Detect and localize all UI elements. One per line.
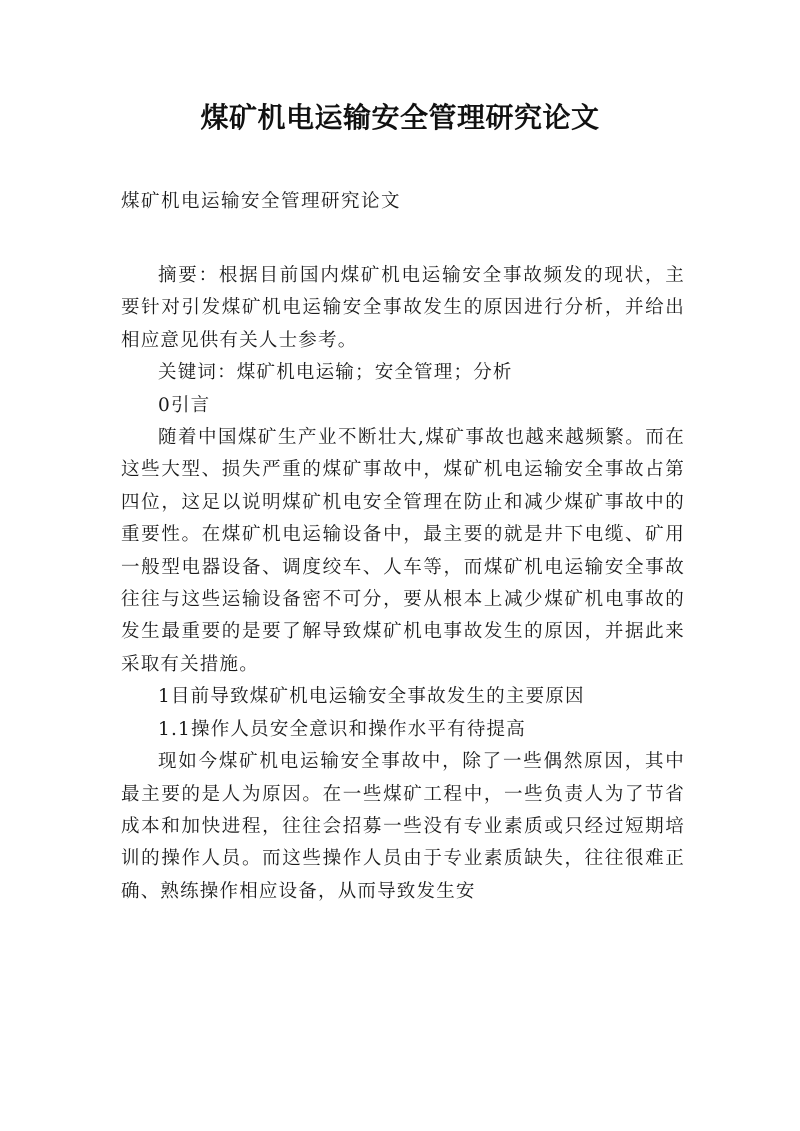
document-subtitle: 煤矿机电运输安全管理研究论文 — [121, 191, 402, 212]
section-1-1-paragraph: 现如今煤矿机电运输安全事故中，除了一些偶然原因，其中最主要的是人为原因。在一些煤矿工程中，一些负责人为了节省成本和加快进程，往往会招募一些没有专业素质或只经过短期培训的操作人员。而这些操作人员由于专业素质缺失，往往很难正确、熟练操作相应设备，从而导致发生安 — [121, 751, 685, 902]
section-heading-1: 1目前导致煤矿机电运输安全事故发生的主要原因 — [158, 686, 585, 708]
document-body — [121, 260, 685, 908]
subsection-heading-1-1: 1.1操作人员安全意识和操作水平有待提高 — [158, 718, 526, 740]
document-title: 煤矿机电运输安全管理研究论文 — [200, 101, 600, 134]
abstract-paragraph: 摘要：根据目前国内煤矿机电运输安全事故频发的现状，主要针对引发煤矿机电运输安全事故发生的原因进行分析，并给出相应意见供有关人士参考。 — [121, 265, 685, 351]
keywords-line: 关键词：煤矿机电运输；安全管理；分析 — [158, 362, 513, 384]
section-heading-introduction: 0引言 — [158, 394, 211, 416]
introduction-paragraph: 随着中国煤矿生产业不断壮大,煤矿事故也越来越频繁。而在这些大型、损失严重的煤矿事故中，煤矿机电运输安全事故占第四位，这足以说明煤矿机电安全管理在防止和减少煤矿事故中的重要性。在煤矿机电运输设备中，最主要的就是井下电缆、矿用一般型电器设备、调度绞车、人车等，而煤矿机电运输安全事故往往与这些运输设备密不可分，要从根本上减少煤矿机电事故的发生最重要的是要了解导致煤矿机电事故发生的原因，并据此来采取有关措施。 — [121, 427, 685, 675]
